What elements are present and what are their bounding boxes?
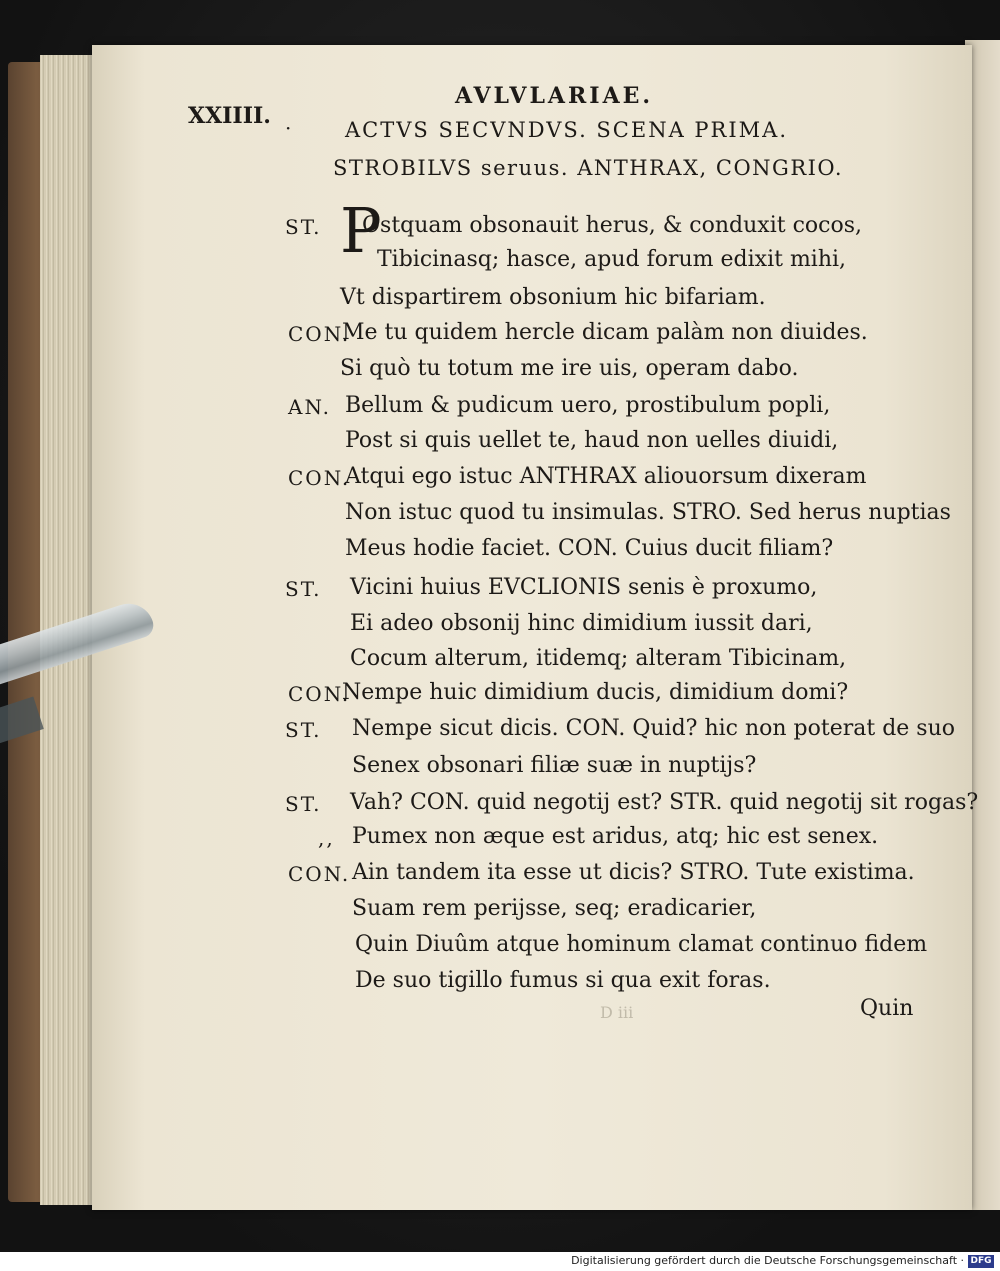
- verse-text: Non istuc quod tu insimulas. STRO. Sed herus nuptias: [345, 500, 951, 525]
- verse-text: Post si quis uellet te, haud non uelles diuidi,: [345, 428, 839, 453]
- verse-text: Quin Diuûm atque hominum clamat continuo fidem: [355, 932, 928, 957]
- speaker-label: CON.: [288, 682, 351, 706]
- speaker-label: CON.: [288, 322, 351, 346]
- footer-bar: [0, 1252, 1000, 1271]
- act-scene-title: ACTVS SECVNDVS. SCENA PRIMA.: [345, 118, 788, 142]
- verse-text: Me tu quidem hercle dicam palàm non diuides.: [342, 320, 868, 345]
- verse-text: Ain tandem ita esse ut dicis? STRO. Tute existima.: [352, 860, 915, 885]
- verse-text: Bellum & pudicum uero, prostibulum popli,: [345, 393, 831, 418]
- verse-text: Nempe sicut dicis. CON. Quid? hic non poterat de suo: [352, 716, 955, 741]
- speaker-label: ST.: [285, 215, 322, 239]
- speaker-label: ST.: [285, 792, 322, 816]
- bleed-through-signature: D iii: [600, 1003, 634, 1022]
- verse-text: Senex obsonari filiæ suæ in nuptijs?: [352, 753, 757, 778]
- speaker-label: CON.: [288, 466, 351, 490]
- drop-initial: P: [340, 194, 382, 267]
- dfg-logo-icon: DFG: [968, 1255, 994, 1268]
- verse-text: Pumex non æque est aridus, atq; hic est senex.: [352, 824, 879, 849]
- verse-text: Vt dispartirem obsonium hic bifariam.: [340, 285, 766, 310]
- verse-text: Ei adeo obsonij hinc dimidium iussit dari,: [350, 611, 813, 636]
- verse-text: Ostquam obsonauit herus, & conduxit cocos,: [362, 213, 862, 238]
- catchword: Quin: [860, 996, 914, 1021]
- speaker-label: ST.: [285, 577, 322, 601]
- verse-text: De suo tigillo fumus si qua exit foras.: [355, 968, 771, 993]
- margin-dot: ·: [285, 116, 292, 140]
- funding-credit: Digitalisierung gefördert durch die Deutsche Forschungsgemeinschaft ·: [571, 1254, 964, 1267]
- page-number: XXIIII.: [188, 103, 271, 129]
- speaker-label: ,,: [318, 826, 335, 850]
- verse-text: Si quò tu totum me ire uis, operam dabo.: [340, 356, 799, 381]
- speaker-label: AN.: [288, 395, 332, 419]
- verse-text: Suam rem perijsse, seq; eradicarier,: [352, 896, 757, 921]
- verse-text: Tibicinasq; hasce, apud forum edixit mihi,: [377, 247, 847, 272]
- verse-text: Vicini huius EVCLIONIS senis è proxumo,: [350, 575, 818, 600]
- verse-text: Meus hodie faciet. CON. Cuius ducit filiam?: [345, 536, 834, 561]
- verse-text: Nempe huic dimidium ducis, dimidium domi?: [342, 680, 849, 705]
- verse-text: Vah? CON. quid negotij est? STR. quid negotij sit rogas?: [350, 790, 979, 815]
- speaker-label: CON.: [288, 862, 351, 886]
- verse-text: Atqui ego istuc ANTHRAX aliouorsum dixeram: [345, 464, 867, 489]
- verse-text: Cocum alterum, itidemq; alteram Tibicinam,: [350, 646, 847, 671]
- running-head: AVLVLARIAE.: [455, 83, 654, 109]
- speaker-label: ST.: [285, 718, 322, 742]
- dramatis-personae: STROBILVS seruus. ANTHRAX, CONGRIO.: [333, 156, 844, 180]
